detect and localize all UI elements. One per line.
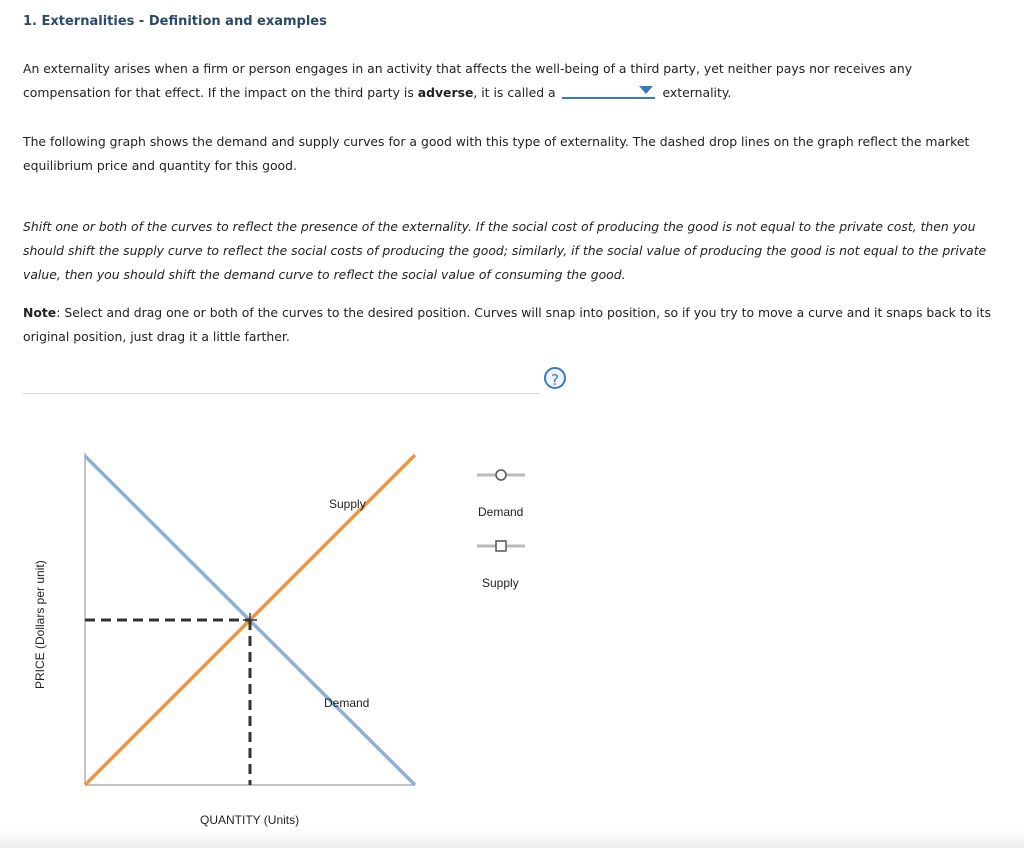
intro-text-a: An externality arises when a firm or person engages in an activity that affects the well-being of a third party, yet neither pays nor receives any compensation for that effect. If the impact on the third party is <box>23 61 913 100</box>
intro-bold: adverse <box>417 85 474 100</box>
legend-demand-tool[interactable] <box>477 470 525 519</box>
intro-text-b: , it is called a <box>473 85 556 100</box>
page-title: 1. Externalities - Definition and examples <box>23 14 327 29</box>
x-axis-label: QUANTITY (Units) <box>200 813 300 827</box>
graph-description: The following graph shows the demand and supply curves for a good with this type of externality. The dashed drop lines on the graph reflect the market equilibrium price and quantity for this good. <box>23 134 970 173</box>
circle-icon <box>496 470 506 480</box>
note-label: Note <box>23 305 57 320</box>
demand-curve-label: Demand <box>324 696 370 710</box>
instructions: Shift one or both of the curves to reflect the presence of the externality. If the social cost of producing the good is not equal to the private cost, then you should shift the supply curve to reflect the social costs of producing the good; similarly, if the social value of producing the good is not equal to the private value, then you should shift the demand curve to reflect the social value of consuming the good. <box>23 219 987 282</box>
legend-demand-label: Demand <box>478 505 524 519</box>
note-text: : Select and drag one or both of the curves to the desired position. Curves will snap into position, so if you try to move a curve and it snaps back to its original position, just drag it a little farther. <box>23 305 991 344</box>
help-icon[interactable]: ? <box>544 367 566 389</box>
bottom-fade <box>0 830 1024 848</box>
supply-curve-label: Supply <box>329 497 366 511</box>
legend-supply-label: Supply <box>482 576 519 590</box>
square-icon <box>496 541 506 551</box>
y-axis-label: PRICE (Dollars per unit) <box>33 560 47 689</box>
legend-supply-tool[interactable] <box>477 541 525 590</box>
intro-text-c: externality. <box>662 85 732 100</box>
